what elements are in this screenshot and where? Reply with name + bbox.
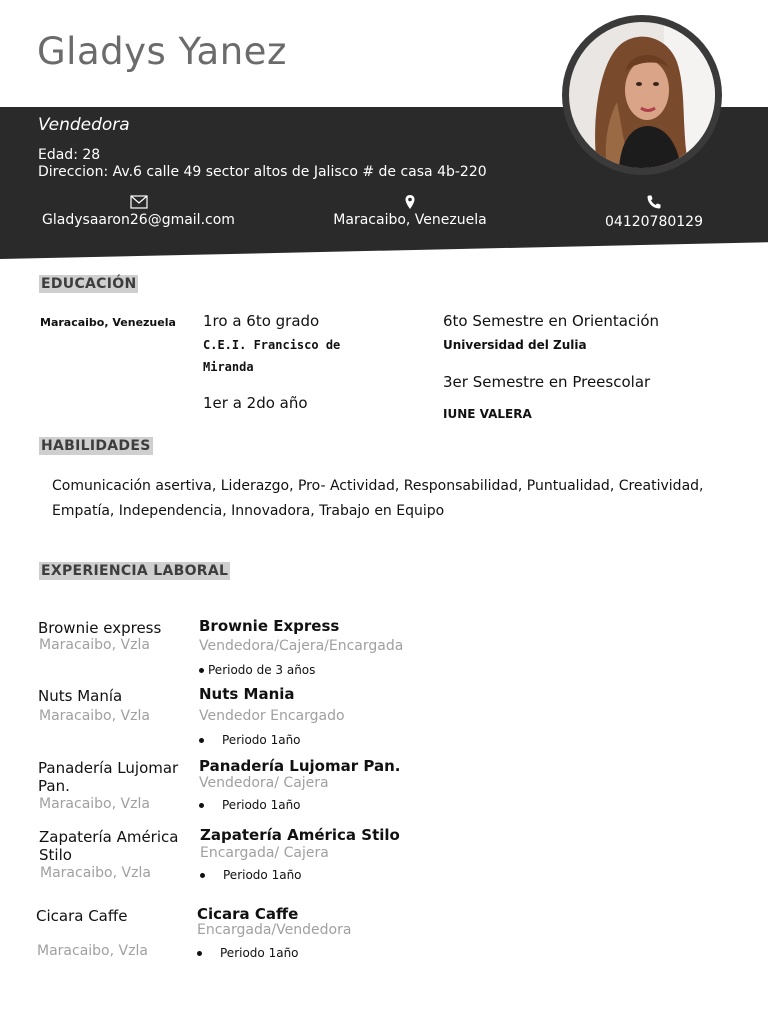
job-location: Maracaibo, Vzla bbox=[37, 943, 148, 959]
contact-email bbox=[36, 194, 241, 228]
education-title: EDUCACIÓN bbox=[41, 276, 137, 292]
education-degree-orientation: 6to Semestre en Orientación bbox=[443, 312, 660, 330]
job-role: Vendedora/ Cajera bbox=[199, 775, 329, 791]
phone-icon bbox=[646, 194, 662, 210]
experience-title: EXPERIENCIA LABORAL bbox=[41, 563, 229, 579]
job-period-text: Periodo de 3 años bbox=[208, 663, 316, 677]
job-period bbox=[199, 663, 315, 677]
education-institute: IUNE VALERA bbox=[443, 407, 532, 421]
contact-location bbox=[325, 194, 495, 228]
job-period-text: Periodo 1año bbox=[222, 733, 301, 747]
job-title: Zapatería América Stilo bbox=[200, 826, 400, 844]
education-place: Maracaibo, Venezuela bbox=[40, 316, 176, 329]
job-period bbox=[197, 946, 299, 960]
education-grade-primary: 1ro a 6to grado bbox=[203, 312, 320, 330]
job-company: Cicara Caffe bbox=[36, 907, 128, 925]
email-text: Gladysaaron26@gmail.com bbox=[42, 212, 235, 228]
job-company: Nuts Manía bbox=[38, 687, 123, 705]
bullet-icon bbox=[197, 951, 202, 956]
job-role: Encargada/ Cajera bbox=[200, 845, 329, 861]
job-location: Maracaibo, Vzla bbox=[39, 637, 150, 653]
age-text: Edad: 28 bbox=[38, 147, 101, 163]
contact-phone bbox=[598, 194, 710, 230]
envelope-icon bbox=[130, 194, 148, 210]
job-role: Vendedora/Cajera/Encargada bbox=[199, 638, 404, 654]
job-title: Panadería Lujomar Pan. bbox=[199, 757, 401, 775]
job-period bbox=[200, 868, 302, 882]
job-period bbox=[199, 733, 301, 747]
skills-text: Comunicación asertiva, Liderazgo, Pro- Actividad, Responsabilidad, Puntualidad, Creatividad, Empatía, Independencia, Innovadora, Trabajo en Equipo bbox=[52, 478, 704, 519]
profile-photo bbox=[562, 15, 722, 175]
education-degree-preschool: 3er Semestre en Preescolar bbox=[443, 373, 651, 391]
bullet-icon bbox=[199, 738, 204, 743]
education-school-line2: Miranda bbox=[203, 360, 254, 374]
job-location: Maracaibo, Vzla bbox=[39, 708, 150, 724]
job-period-text: Periodo 1año bbox=[220, 946, 299, 960]
job-title: Nuts Mania bbox=[199, 685, 295, 703]
location-text: Maracaibo, Venezuela bbox=[333, 212, 487, 228]
job-period bbox=[199, 798, 301, 812]
bullet-icon bbox=[199, 803, 204, 808]
skills-title: HABILIDADES bbox=[41, 438, 151, 454]
bullet-icon bbox=[200, 873, 205, 878]
job-role: Vendedor Encargado bbox=[199, 708, 345, 724]
job-company: Brownie express bbox=[38, 619, 162, 637]
phone-text: 04120780129 bbox=[605, 214, 703, 230]
profile-portrait bbox=[569, 22, 715, 168]
job-company: Panadería Lujomar Pan. bbox=[38, 759, 179, 795]
job-title: Cicara Caffe bbox=[197, 905, 299, 923]
job-title: Brownie Express bbox=[199, 617, 340, 635]
job-location: Maracaibo, Vzla bbox=[39, 796, 150, 812]
bullet-icon bbox=[199, 668, 204, 673]
address-text: Direccion: Av.6 calle 49 sector altos de Jalisco # de casa 4b-220 bbox=[38, 164, 487, 180]
job-company: Zapatería América Stilo bbox=[39, 828, 179, 864]
candidate-name: Gladys Yanez bbox=[37, 30, 287, 73]
job-period-text: Periodo 1año bbox=[222, 798, 301, 812]
education-grade-secondary: 1er a 2do año bbox=[203, 394, 308, 412]
job-location: Maracaibo, Vzla bbox=[40, 865, 151, 881]
map-pin-icon bbox=[404, 194, 416, 210]
education-school-line1: C.E.I. Francisco de bbox=[203, 338, 341, 352]
education-university: Universidad del Zulia bbox=[443, 338, 587, 352]
job-role: Vendedora bbox=[38, 115, 130, 135]
job-role: Encargada/Vendedora bbox=[197, 922, 352, 938]
job-period-text: Periodo 1año bbox=[223, 868, 302, 882]
